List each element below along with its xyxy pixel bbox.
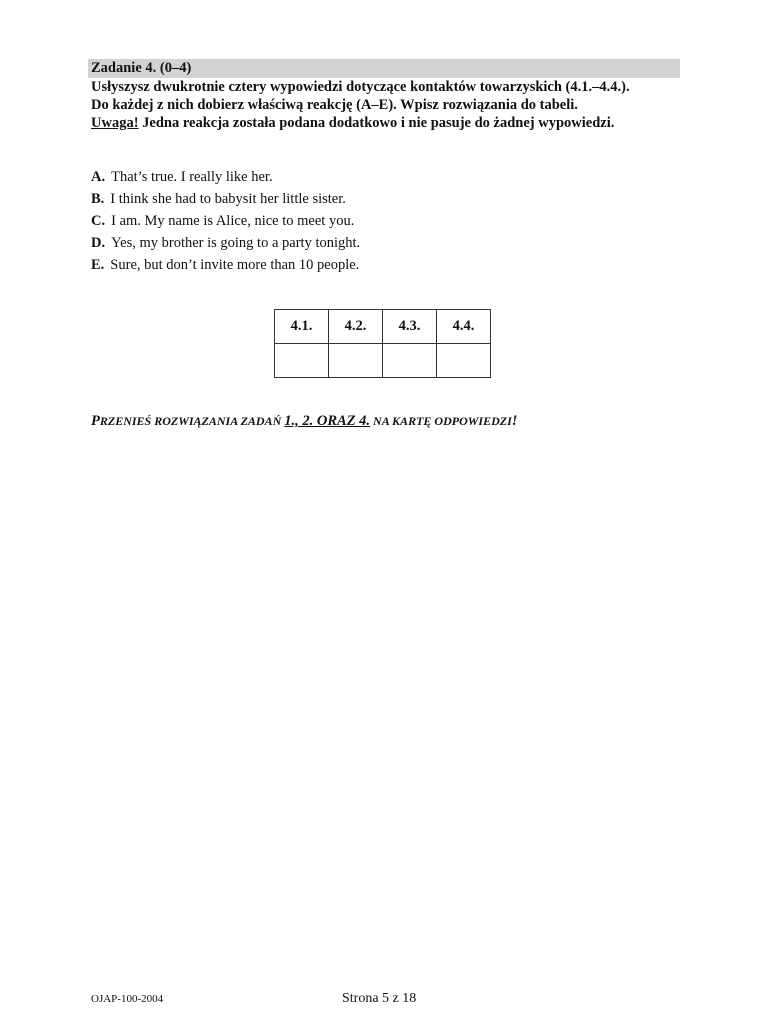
option-text: Yes, my brother is going to a party tonight. [111, 235, 361, 251]
transfer-note-exclamation: ! [511, 413, 518, 429]
transfer-note-part-1: RZENIEŚ ROZWIĄZANIA ZADAŃ [99, 414, 285, 428]
answer-cell-4-4[interactable] [437, 344, 491, 378]
instruction-line-2: Do każdej z nich dobierz właściwą reakcję (A–E). Wpisz rozwiązania do tabeli. [91, 97, 578, 113]
answer-header-4-1: 4.1. [275, 310, 329, 344]
answer-table-input-row [275, 344, 491, 378]
answer-header-4-4: 4.4. [437, 310, 491, 344]
option-letter: C. [91, 213, 106, 229]
transfer-note-part-2: NA KARTĘ ODPOWIEDZI [370, 414, 512, 428]
warning-line [88, 114, 680, 132]
answer-table [274, 309, 491, 378]
exam-code: OJAP-100-2004 [91, 993, 164, 1005]
page-number: Strona 5 z 18 [342, 991, 417, 1006]
option-text: That’s true. I really like her. [111, 169, 273, 185]
transfer-note-initial: P [91, 413, 100, 429]
options-list [91, 166, 360, 276]
option-letter: E. [91, 257, 105, 273]
option-c [91, 210, 360, 232]
option-text: Sure, but don’t invite more than 10 people. [110, 257, 360, 273]
warning-text: Jedna reakcja została podana dodatkowo i nie pasuje do żadnej wypowiedzi. [138, 115, 615, 131]
answer-cell-4-2[interactable] [329, 344, 383, 378]
instruction-line-1: Usłyszysz dwukrotnie cztery wypowiedzi dotyczące kontaktów towarzyskich (4.1.–4.4.). [91, 79, 630, 95]
transfer-note [91, 413, 517, 430]
option-text: I am. My name is Alice, nice to meet you. [111, 213, 355, 229]
answer-table-header-row [275, 310, 491, 344]
answer-cell-4-1[interactable] [275, 344, 329, 378]
option-text: I think she had to babysit her little sister. [110, 191, 346, 207]
task-header [88, 59, 680, 132]
option-e [91, 254, 360, 276]
task-title: Zadanie 4. (0–4) [88, 59, 680, 78]
option-a [91, 166, 360, 188]
warning-label: Uwaga! [91, 115, 139, 131]
answer-cell-4-3[interactable] [383, 344, 437, 378]
option-b [91, 188, 360, 210]
option-letter: A. [91, 169, 106, 185]
answer-header-4-3: 4.3. [383, 310, 437, 344]
option-d [91, 232, 360, 254]
option-letter: D. [91, 235, 106, 251]
answer-header-4-2: 4.2. [329, 310, 383, 344]
option-letter: B. [91, 191, 105, 207]
transfer-note-tasks: 1., 2. ORAZ 4. [284, 413, 371, 429]
